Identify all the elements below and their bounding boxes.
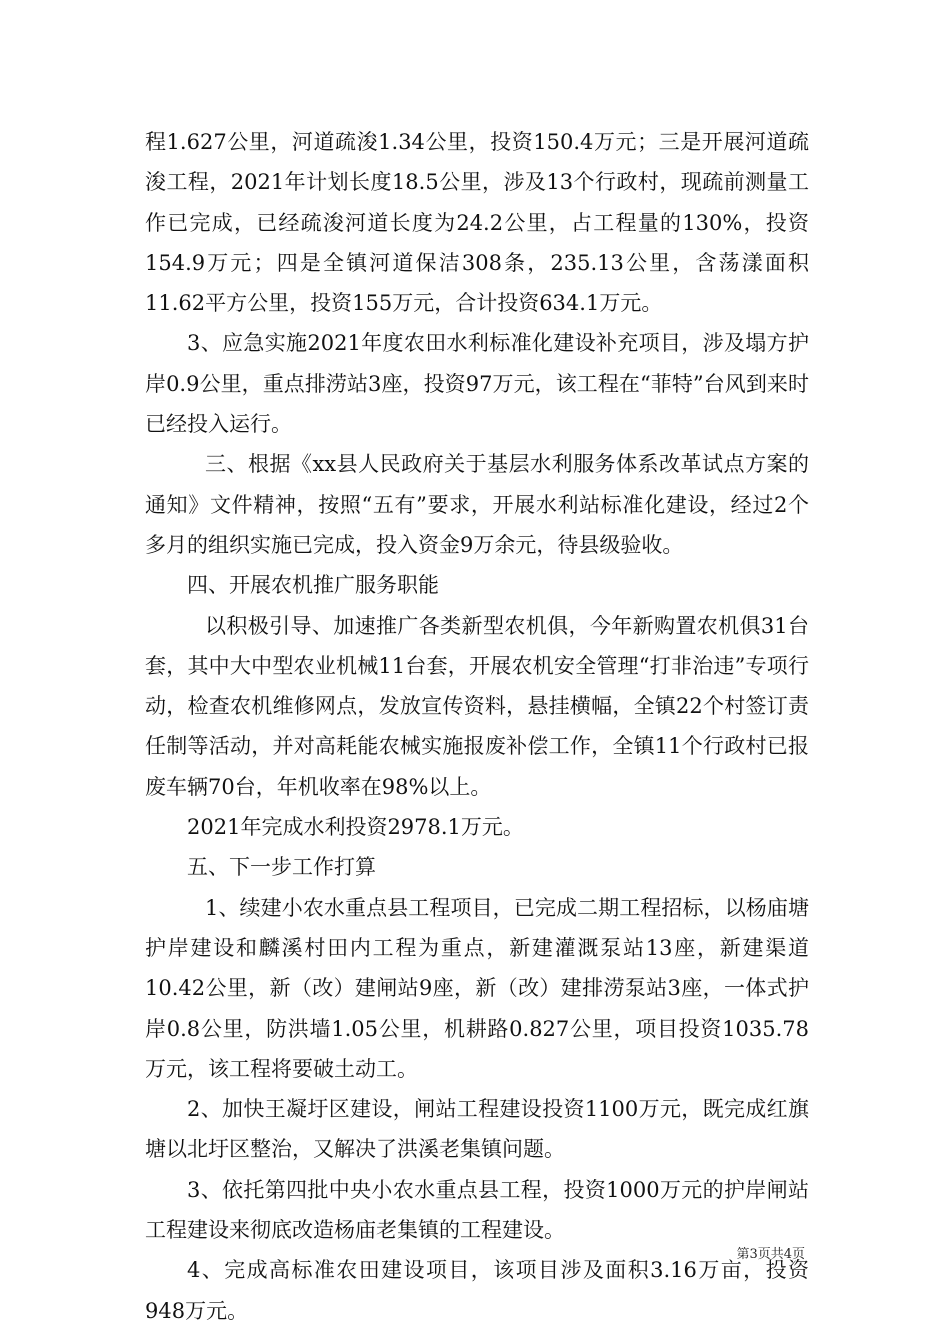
paragraph-agri-machinery: 以积极引导、加速推广各类新型农机俱，今年新购置农机俱31台套，其中大中型农业机械11台套，开展农机安全管理“打非治违”专项行动，检查农机维修网点，发放宣传资料，悬挂横幅，全镇22个村签订责任制等活动，并对高耗能农械实施报废补偿工作，全镇11个行政村已报废车辆70台，年机收率在98%以上。 xyxy=(145,613,809,799)
paragraph-next-step-3: 3、依托第四批中央小农水重点县工程，投资1000万元的护岸闸站工程建设来彻底改造杨庙老集镇的工程建设。 xyxy=(145,1177,809,1243)
paragraph-emergency-project: 3、应急实施2021年度农田水利标准化建设补充项目，涉及塌方护岸0.9公里，重点排涝站3座，投资97万元，该工程在“菲特”台风到来时已经投入运行。 xyxy=(145,331,809,437)
paragraph-river-dredging: 程1.627公里，河道疏浚1.34公里，投资150.4万元；三是开展河道疏浚工程，2021年计划长度18.5公里，涉及13个行政村，现疏前测量工作已完成，已经疏浚河道长度为24.2公里，占工程量的130%，投资154.9万元；四是全镇河道保洁308条，235.13公里，含荡漾面积11.62平方公里，投资155万元，合计投资634.1万元。 xyxy=(145,130,809,316)
page-number: 第3页共4页 xyxy=(736,1247,805,1262)
paragraph-next-step-4: 4、完成高标准农田建设项目，该项目涉及面积3.16万亩，投资948万元。 xyxy=(145,1258,809,1323)
paragraph-next-step-2: 2、加快王凝圩区建设，闸站工程建设投资1100万元，既完成红旗塘以北圩区整治，又解决了洪溪老集镇问题。 xyxy=(145,1097,809,1162)
paragraph-total-investment: 2021年完成水利投资2978.1万元。 xyxy=(187,815,524,840)
paragraph-next-step-1: 1、续建小农水重点县工程项目，已完成二期工程招标，以杨庙塘护岸建设和麟溪村田内工程为重点，新建灌溉泵站13座，新建渠道10.42公里，新（改）建闸站9座，新（改）建排涝泵站3座，一体式护岸0.8公里，防洪墙1.05公里，机耕路0.827公里，项目投资1035.78万元，该工程将要破土动工。 xyxy=(145,895,809,1081)
heading-agri-machinery: 四、开展农机推广服务职能 xyxy=(187,573,439,598)
document-body xyxy=(145,122,809,1331)
paragraph-water-station: 三、根据《xx县人民政府关于基层水利服务体系改革试点方案的通知》文件精神，按照“五有”要求，开展水利站标准化建设，经过2个多月的组织实施已完成，投入资金9万余元，待县级验收。 xyxy=(145,452,809,557)
heading-next-steps: 五、下一步工作打算 xyxy=(187,855,376,880)
